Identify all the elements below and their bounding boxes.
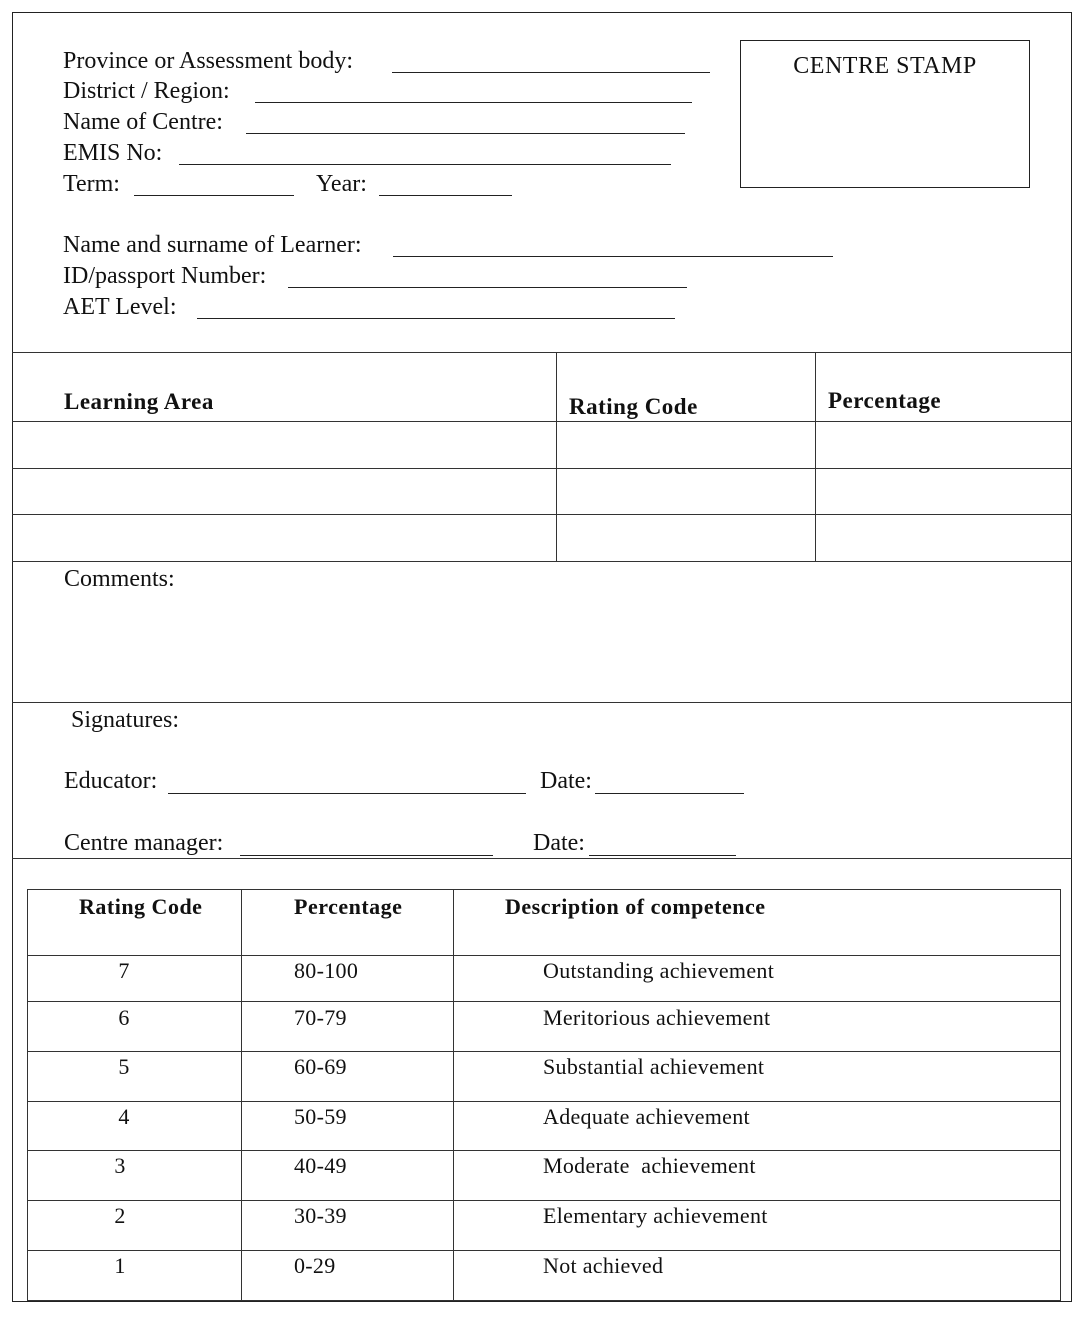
- competence-description: Meritorious achievement: [543, 1005, 771, 1030]
- percentage-range: 50-59: [294, 1104, 347, 1129]
- row-divider: [27, 955, 1061, 956]
- divider: [12, 858, 1072, 859]
- percentage-range: 0-29: [294, 1253, 336, 1278]
- competence-description: Adequate achievement: [543, 1104, 750, 1129]
- centre-label: Name of Centre:: [63, 109, 223, 135]
- percentage-header: Percentage: [828, 388, 942, 413]
- rating-code-value: 2: [114, 1203, 126, 1228]
- year-field[interactable]: [379, 195, 512, 196]
- district-label: District / Region:: [63, 78, 230, 104]
- row-divider: [27, 1001, 1061, 1002]
- educator-date-label: Date:: [540, 768, 592, 794]
- rating-code-cell[interactable]: [557, 422, 814, 467]
- percentage-range: 30-39: [294, 1203, 347, 1228]
- aet-field[interactable]: [197, 318, 675, 319]
- id-label: ID/passport Number:: [63, 263, 267, 289]
- learner-label: Name and surname of Learner:: [63, 232, 362, 258]
- percentage-range: 70-79: [294, 1005, 347, 1030]
- year-label: Year:: [316, 171, 367, 197]
- signatures-label: Signatures:: [71, 707, 179, 733]
- rating-code-value: 5: [118, 1054, 130, 1079]
- competence-description: Moderate achievement: [543, 1153, 756, 1178]
- rating-key-table: [27, 889, 1061, 1301]
- learning-area-header: Learning Area: [64, 389, 214, 414]
- centre-field[interactable]: [246, 133, 685, 134]
- row-divider: [27, 1150, 1061, 1151]
- centre-stamp-label: CENTRE STAMP: [793, 53, 977, 79]
- competence-description: Not achieved: [543, 1253, 664, 1278]
- row-divider: [27, 1200, 1061, 1201]
- percentage-range: 80-100: [294, 958, 359, 983]
- aet-label: AET Level:: [63, 294, 177, 320]
- province-label: Province or Assessment body:: [63, 48, 353, 74]
- rating-key-percentage-header: Percentage: [294, 894, 403, 919]
- divider: [12, 702, 1072, 703]
- percentage-cell[interactable]: [816, 469, 1071, 513]
- competence-description: Substantial achievement: [543, 1054, 765, 1079]
- term-field[interactable]: [134, 195, 294, 196]
- rating-code-value: 1: [114, 1253, 126, 1278]
- row-divider: [27, 1250, 1061, 1251]
- learner-field[interactable]: [393, 256, 833, 257]
- learning-area-cell[interactable]: [13, 469, 555, 513]
- educator-label: Educator:: [64, 768, 158, 794]
- learning-area-cell[interactable]: [13, 515, 555, 560]
- learning-area-cell[interactable]: [13, 422, 555, 467]
- comments-label: Comments:: [64, 566, 175, 592]
- comments-area[interactable]: [13, 595, 1071, 700]
- percentage-cell[interactable]: [816, 422, 1071, 467]
- educator-date-field[interactable]: [595, 793, 744, 794]
- row-divider: [27, 1051, 1061, 1052]
- centre-manager-date-label: Date:: [533, 830, 585, 856]
- percentage-cell[interactable]: [816, 515, 1071, 560]
- id-field[interactable]: [288, 287, 687, 288]
- rating-key-description-header: Description of competence: [505, 894, 766, 919]
- rating-code-value: 7: [118, 958, 130, 983]
- rating-code-cell[interactable]: [557, 469, 814, 513]
- percentage-range: 60-69: [294, 1054, 347, 1079]
- province-field[interactable]: [392, 72, 710, 73]
- rating-code-header: Rating Code: [569, 394, 698, 419]
- term-label: Term:: [63, 171, 120, 197]
- centre-stamp-box: [740, 40, 1030, 188]
- centre-manager-signature-field[interactable]: [240, 855, 493, 856]
- column-divider: [241, 889, 242, 1301]
- competence-description: Outstanding achievement: [543, 958, 775, 983]
- row-divider: [12, 561, 1072, 562]
- centre-manager-label: Centre manager:: [64, 830, 224, 856]
- rating-code-value: 3: [114, 1153, 126, 1178]
- percentage-range: 40-49: [294, 1153, 347, 1178]
- rating-key-code-header: Rating Code: [79, 894, 203, 919]
- competence-description: Elementary achievement: [543, 1203, 768, 1228]
- emis-label: EMIS No:: [63, 140, 163, 166]
- rating-code-value: 6: [118, 1005, 130, 1030]
- rating-code-cell[interactable]: [557, 515, 814, 560]
- rating-code-value: 4: [118, 1104, 130, 1129]
- district-field[interactable]: [255, 102, 692, 103]
- educator-signature-field[interactable]: [168, 793, 526, 794]
- emis-field[interactable]: [179, 164, 671, 165]
- centre-manager-date-field[interactable]: [589, 855, 736, 856]
- divider: [12, 352, 1072, 353]
- column-divider: [453, 889, 454, 1301]
- row-divider: [27, 1101, 1061, 1102]
